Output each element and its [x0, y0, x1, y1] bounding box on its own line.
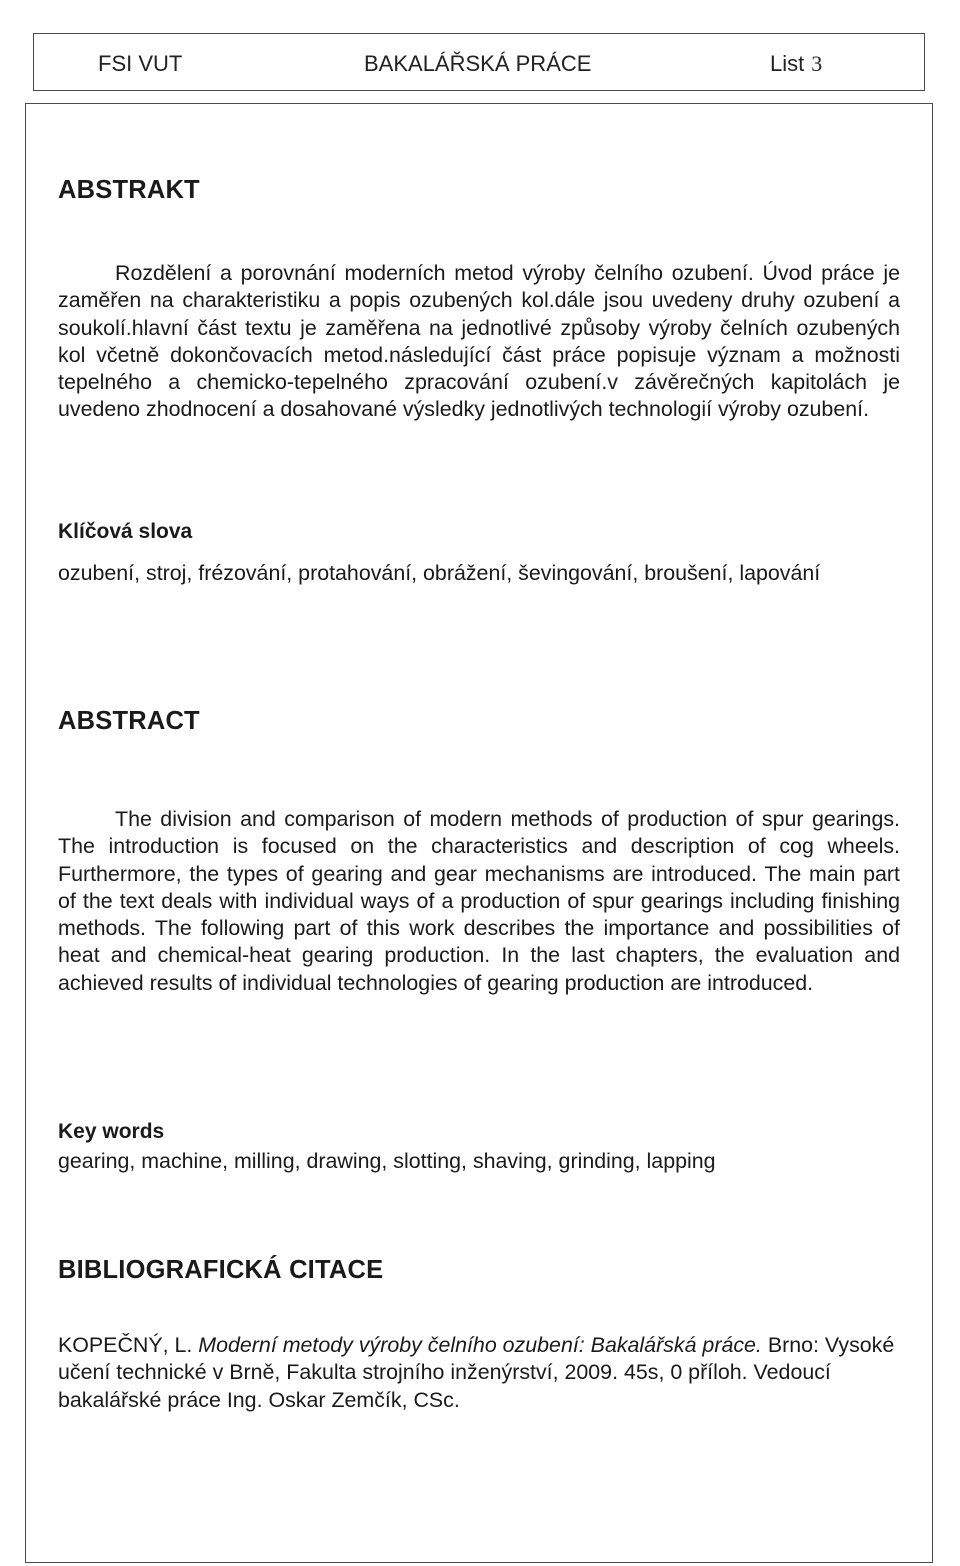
abstract-section	[58, 707, 900, 736]
klicova-slova-heading: Klíčová slova	[58, 520, 193, 543]
abstract-heading: ABSTRACT	[58, 707, 200, 735]
abstract-body	[58, 806, 900, 997]
key-words-text: gearing, machine, milling, drawing, slotting, shaving, grinding, lapping	[58, 1149, 716, 1173]
klicova-slova-body	[58, 560, 900, 587]
citace-section	[58, 1256, 900, 1285]
citace-body	[58, 1332, 900, 1414]
citace-heading: BIBLIOGRAFICKÁ CITACE	[58, 1256, 384, 1284]
klicova-slova-text: ozubení, stroj, frézování, protahování, obrážení, ševingování, broušení, lapování	[58, 561, 821, 585]
abstrakt-text: Rozdělení a porovnání moderních metod výroby čelního ozubení. Úvod práce je zaměřen na charakteristiku a popis ozubených kol.dále jsou uvedeny druhy ozubení a soukolí.hlavní část textu je zaměřena na jednotlivé způsoby výroby čelních ozubených kol včetně dokončovacích metod.následující část práce popisuje význam a možnosti tepelného a chemicko-tepelného zpracování ozubení.v závěrečných kapitolách je uvedeno zhodnocení a dosahované výsledky jednotlivých technologií výroby ozubení.	[58, 261, 900, 422]
key-words-heading: Key words	[58, 1120, 165, 1143]
header-page-number: 3	[811, 51, 823, 76]
abstrakt-section	[58, 176, 900, 205]
abstrakt-body	[58, 260, 900, 424]
klicova-slova-section	[58, 520, 900, 544]
citace-title: Moderní metody výroby čelního ozubení: Bakalářská práce.	[198, 1333, 762, 1357]
page-header	[33, 33, 925, 91]
citace-text	[58, 1332, 900, 1414]
header-page-label: List	[770, 51, 805, 76]
citace-details: Brno: Vysoké učení technické v Brně, Fakulta strojního inženýrství, 2009. 45s, 0 příloh. Vedoucí bakalářské práce Ing. Oskar Zemčík, CSc.	[58, 1333, 895, 1412]
header-document-type: BAKALÁŘSKÁ PRÁCE	[364, 51, 592, 76]
header-faculty: FSI VUT	[98, 51, 183, 76]
key-words-body	[58, 1148, 900, 1175]
citace-author: KOPEČNÝ, L.	[58, 1333, 193, 1357]
abstrakt-heading: ABSTRAKT	[58, 176, 200, 204]
key-words-section	[58, 1120, 900, 1144]
header-page	[770, 51, 822, 77]
abstract-text: The division and comparison of modern methods of production of spur gearings. The introduction is focused on the characteristics and description of cog wheels. Furthermore, the types of gearing and gear mechanisms are introduced. The main part of the text deals with individual ways of a production of spur gearings including finishing methods. The following part of this work describes the importance and possibilities of heat and chemical-heat gearing production. In the last chapters, the evaluation and achieved results of individual technologies of gearing production are introduced.	[58, 807, 900, 995]
